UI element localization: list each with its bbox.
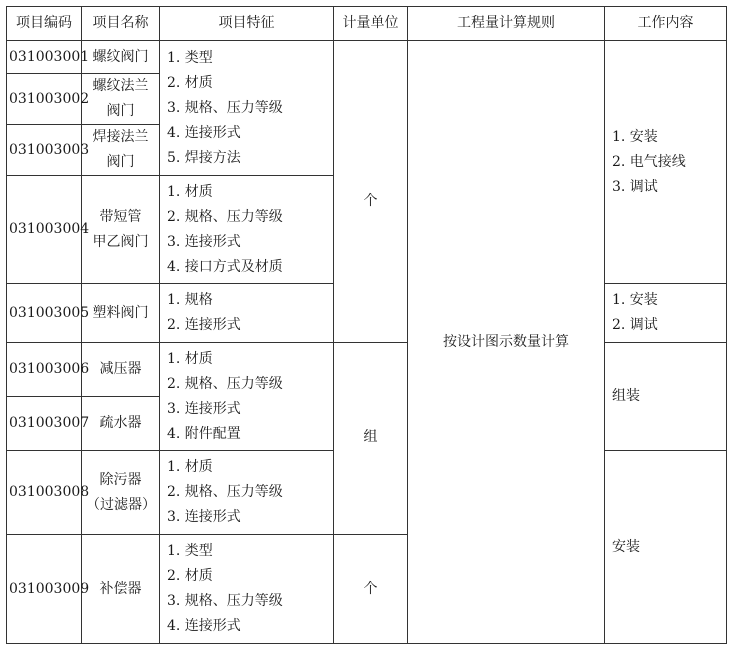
work-content: 安装 [605,451,727,644]
item-features: 1. 规格 2. 连接形式 [160,284,334,343]
work-content: 1. 安装 2. 调试 [605,284,727,343]
item-code: 031003001 [7,41,82,74]
item-name: 除污器 （过滤器） [82,451,160,535]
item-code: 031003007 [7,397,82,451]
item-code: 031003003 [7,125,82,176]
item-name: 补偿器 [82,535,160,644]
table-row [7,41,727,74]
item-code: 031003004 [7,176,82,284]
item-name: 疏水器 [82,397,160,451]
item-features: 1. 材质 2. 规格、压力等级 3. 连接形式 [160,451,334,535]
item-code: 031003006 [7,343,82,397]
header-rule: 工程量计算规则 [408,7,605,41]
table-row [7,343,727,397]
header-row [7,7,727,41]
item-name: 塑料阀门 [82,284,160,343]
header-features: 项目特征 [160,7,334,41]
item-features: 1. 类型 2. 材质 3. 规格、压力等级 4. 连接形式 [160,535,334,644]
header-unit: 计量单位 [334,7,408,41]
item-code: 031003008 [7,451,82,535]
item-name: 焊接法兰 阀门 [82,125,160,176]
work-content: 1. 安装 2. 电气接线 3. 调试 [605,41,727,284]
header-code: 项目编码 [7,7,82,41]
valve-quantity-table [6,6,727,644]
header-work: 工作内容 [605,7,727,41]
measure-unit: 组 [334,343,408,535]
item-code: 031003009 [7,535,82,644]
item-code: 031003005 [7,284,82,343]
measure-unit: 个 [334,535,408,644]
item-name: 减压器 [82,343,160,397]
item-features: 1. 材质 2. 规格、压力等级 3. 连接形式 4. 接口方式及材质 [160,176,334,284]
item-code: 031003002 [7,74,82,125]
item-features: 1. 类型 2. 材质 3. 规格、压力等级 4. 连接形式 5. 焊接方法 [160,41,334,176]
item-name: 螺纹法兰 阀门 [82,74,160,125]
item-features: 1. 材质 2. 规格、压力等级 3. 连接形式 4. 附件配置 [160,343,334,451]
measure-unit: 个 [334,41,408,343]
item-name: 带短管 甲乙阀门 [82,176,160,284]
calculation-rule: 按设计图示数量计算 [408,41,605,644]
header-name: 项目名称 [82,7,160,41]
work-content: 组装 [605,343,727,451]
item-name: 螺纹阀门 [82,41,160,74]
